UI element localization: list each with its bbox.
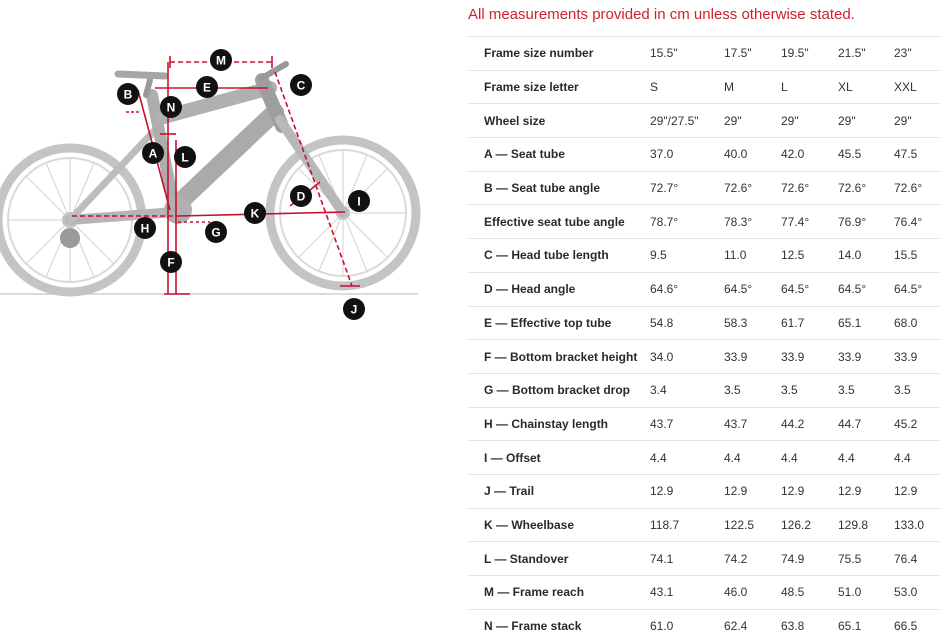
- table-cell: 34.0: [650, 340, 724, 374]
- marker-j: [343, 298, 365, 320]
- table-cell: 40.0: [724, 138, 781, 172]
- table-cell: 72.7°: [650, 171, 724, 205]
- table-row: [468, 340, 940, 374]
- marker-b: [117, 83, 139, 105]
- table-cell: 74.1: [650, 542, 724, 576]
- svg-text:A: A: [149, 147, 158, 161]
- table-cell: 15.5: [894, 239, 940, 273]
- table-row: [468, 542, 940, 576]
- bike-geometry-diagram: [0, 0, 440, 633]
- svg-text:C: C: [297, 79, 306, 93]
- table-cell: 75.5: [838, 542, 894, 576]
- marker-f: [160, 251, 182, 273]
- marker-l: [174, 146, 196, 168]
- table-cell: 47.5: [894, 138, 940, 172]
- table-cell: 72.6°: [838, 171, 894, 205]
- row-label: A — Seat tube: [468, 138, 650, 172]
- table-cell: 63.8: [781, 609, 838, 642]
- svg-text:E: E: [203, 81, 211, 95]
- svg-text:N: N: [167, 101, 176, 115]
- svg-text:B: B: [124, 88, 133, 102]
- table-cell: 12.9: [894, 474, 940, 508]
- svg-text:H: H: [141, 222, 150, 236]
- table-cell: 72.6°: [724, 171, 781, 205]
- row-label: C — Head tube length: [468, 239, 650, 273]
- table-cell: 3.5: [724, 373, 781, 407]
- table-cell: 33.9: [781, 340, 838, 374]
- table-cell: 78.7°: [650, 205, 724, 239]
- table-row: [468, 306, 940, 340]
- table-row: [468, 272, 940, 306]
- table-cell: 54.8: [650, 306, 724, 340]
- marker-c: [290, 74, 312, 96]
- row-label: Wheel size: [468, 104, 650, 138]
- table-cell: 64.6°: [650, 272, 724, 306]
- svg-text:F: F: [167, 256, 174, 270]
- marker-i: [348, 190, 370, 212]
- svg-text:J: J: [351, 303, 358, 317]
- table-row: [468, 508, 940, 542]
- table-row: [468, 441, 940, 475]
- table-cell: 3.5: [781, 373, 838, 407]
- row-label: Frame size number: [468, 37, 650, 71]
- row-label: F — Bottom bracket height: [468, 340, 650, 374]
- table-cell: 4.4: [838, 441, 894, 475]
- table-cell: 66.5: [894, 609, 940, 642]
- svg-text:L: L: [181, 151, 188, 165]
- row-label: I — Offset: [468, 441, 650, 475]
- row-label: N — Frame stack: [468, 609, 650, 642]
- measurement-note: All measurements provided in cm unless otherwise stated.: [468, 6, 855, 23]
- table-cell: 72.6°: [781, 171, 838, 205]
- table-cell: 45.5: [838, 138, 894, 172]
- table-cell: 64.5°: [838, 272, 894, 306]
- table-cell: 61.7: [781, 306, 838, 340]
- table-cell: 58.3: [724, 306, 781, 340]
- table-cell: 46.0: [724, 576, 781, 610]
- row-label: D — Head angle: [468, 272, 650, 306]
- svg-text:G: G: [211, 226, 220, 240]
- table-cell: L: [781, 70, 838, 104]
- table-cell: 23": [894, 37, 940, 71]
- table-cell: 65.1: [838, 609, 894, 642]
- table-cell: 17.5": [724, 37, 781, 71]
- table-cell: 12.9: [650, 474, 724, 508]
- marker-n: [160, 96, 182, 118]
- table-cell: 72.6°: [894, 171, 940, 205]
- table-cell: 14.0: [838, 239, 894, 273]
- table-cell: S: [650, 70, 724, 104]
- table-cell: 64.5°: [781, 272, 838, 306]
- table-cell: 133.0: [894, 508, 940, 542]
- table-cell: 29": [894, 104, 940, 138]
- table-cell: 76.4: [894, 542, 940, 576]
- table-cell: 37.0: [650, 138, 724, 172]
- table-cell: 29"/27.5": [650, 104, 724, 138]
- table-cell: 43.7: [650, 407, 724, 441]
- marker-h: [134, 217, 156, 239]
- table-cell: 44.2: [781, 407, 838, 441]
- svg-text:D: D: [297, 190, 306, 204]
- table-cell: 12.9: [724, 474, 781, 508]
- marker-g: [205, 221, 227, 243]
- table-cell: 129.8: [838, 508, 894, 542]
- table-cell: 122.5: [724, 508, 781, 542]
- table-cell: 33.9: [894, 340, 940, 374]
- table-row: [468, 239, 940, 273]
- table-cell: 19.5": [781, 37, 838, 71]
- table-cell: 33.9: [724, 340, 781, 374]
- table-cell: 4.4: [894, 441, 940, 475]
- svg-text:K: K: [251, 207, 260, 221]
- row-label: M — Frame reach: [468, 576, 650, 610]
- table-cell: 33.9: [838, 340, 894, 374]
- table-cell: 3.4: [650, 373, 724, 407]
- table-cell: 68.0: [894, 306, 940, 340]
- table-cell: XXL: [894, 70, 940, 104]
- table-cell: 118.7: [650, 508, 724, 542]
- table-cell: 77.4°: [781, 205, 838, 239]
- row-label: K — Wheelbase: [468, 508, 650, 542]
- table-row: [468, 70, 940, 104]
- table-cell: 44.7: [838, 407, 894, 441]
- table-row: [468, 138, 940, 172]
- table-row: [468, 205, 940, 239]
- table-row: [468, 104, 940, 138]
- geometry-table: [468, 36, 940, 642]
- row-label: E — Effective top tube: [468, 306, 650, 340]
- table-cell: 11.0: [724, 239, 781, 273]
- table-cell: 51.0: [838, 576, 894, 610]
- table-cell: 29": [838, 104, 894, 138]
- table-row: [468, 609, 940, 642]
- table-cell: 3.5: [894, 373, 940, 407]
- row-label: L — Standover: [468, 542, 650, 576]
- table-cell: 4.4: [724, 441, 781, 475]
- table-cell: 4.4: [650, 441, 724, 475]
- table-cell: 48.5: [781, 576, 838, 610]
- table-row: [468, 474, 940, 508]
- table-row: [468, 576, 940, 610]
- marker-d: [290, 185, 312, 207]
- marker-a: [142, 142, 164, 164]
- row-label: Effective seat tube angle: [468, 205, 650, 239]
- table-cell: 76.9°: [838, 205, 894, 239]
- svg-text:M: M: [216, 54, 226, 68]
- table-cell: 12.9: [781, 474, 838, 508]
- table-cell: 15.5": [650, 37, 724, 71]
- marker-e: [196, 76, 218, 98]
- row-label: H — Chainstay length: [468, 407, 650, 441]
- geometry-table-body: [468, 37, 940, 642]
- table-cell: 76.4°: [894, 205, 940, 239]
- table-cell: 78.3°: [724, 205, 781, 239]
- table-cell: 61.0: [650, 609, 724, 642]
- table-cell: 65.1: [838, 306, 894, 340]
- row-label: Frame size letter: [468, 70, 650, 104]
- table-row: [468, 37, 940, 71]
- marker-m: [210, 49, 232, 71]
- table-cell: M: [724, 70, 781, 104]
- row-label: B — Seat tube angle: [468, 171, 650, 205]
- table-cell: 53.0: [894, 576, 940, 610]
- table-cell: 43.1: [650, 576, 724, 610]
- table-cell: 12.5: [781, 239, 838, 273]
- table-cell: 9.5: [650, 239, 724, 273]
- table-cell: 4.4: [781, 441, 838, 475]
- table-cell: 64.5°: [894, 272, 940, 306]
- table-cell: 74.2: [724, 542, 781, 576]
- table-cell: XL: [838, 70, 894, 104]
- table-cell: 3.5: [838, 373, 894, 407]
- table-cell: 12.9: [838, 474, 894, 508]
- row-label: J — Trail: [468, 474, 650, 508]
- table-cell: 74.9: [781, 542, 838, 576]
- table-cell: 29": [724, 104, 781, 138]
- table-cell: 126.2: [781, 508, 838, 542]
- row-label: G — Bottom bracket drop: [468, 373, 650, 407]
- table-row: [468, 373, 940, 407]
- table-cell: 43.7: [724, 407, 781, 441]
- table-cell: 29": [781, 104, 838, 138]
- table-cell: 64.5°: [724, 272, 781, 306]
- table-cell: 62.4: [724, 609, 781, 642]
- table-cell: 45.2: [894, 407, 940, 441]
- table-row: [468, 407, 940, 441]
- table-cell: 21.5": [838, 37, 894, 71]
- svg-text:I: I: [357, 195, 360, 209]
- marker-k: [244, 202, 266, 224]
- table-row: [468, 171, 940, 205]
- table-cell: 42.0: [781, 138, 838, 172]
